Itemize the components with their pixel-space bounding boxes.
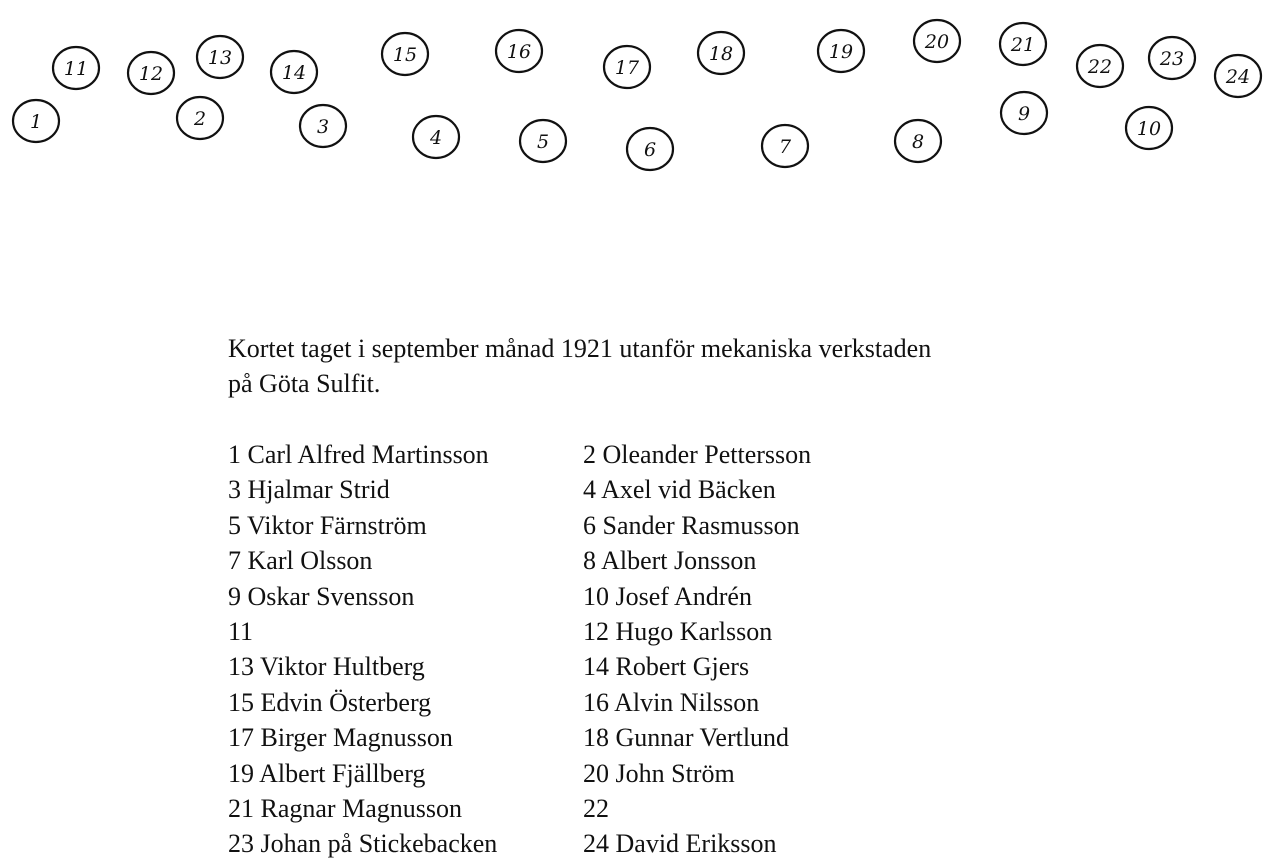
position-marker-18 xyxy=(698,32,744,74)
position-marker-14 xyxy=(271,51,317,93)
roster-entry: 17 Birger Magnusson xyxy=(228,723,453,753)
svg-text:18: 18 xyxy=(708,43,734,65)
position-marker-17 xyxy=(604,46,650,88)
svg-text:2: 2 xyxy=(193,108,207,130)
roster-entry: 4 Axel vid Bäcken xyxy=(583,475,776,505)
roster-entry: 3 Hjalmar Strid xyxy=(228,475,390,505)
position-marker-8 xyxy=(895,120,941,162)
photo-position-key xyxy=(0,0,1279,200)
roster-entry: 10 Josef Andrén xyxy=(583,581,752,611)
roster-entry: 5 Viktor Färnström xyxy=(228,510,427,540)
svg-text:3: 3 xyxy=(316,116,330,138)
svg-text:7: 7 xyxy=(778,136,792,158)
roster-entry: 18 Gunnar Vertlund xyxy=(583,723,790,753)
position-marker-4 xyxy=(413,116,459,158)
position-marker-7 xyxy=(762,125,808,167)
position-marker-5 xyxy=(520,120,566,162)
name-roster xyxy=(228,437,883,862)
position-marker-2 xyxy=(177,97,223,139)
roster-entry: 13 Viktor Hultberg xyxy=(228,652,425,682)
caption xyxy=(228,331,1128,401)
position-marker-21 xyxy=(1000,23,1046,65)
svg-text:19: 19 xyxy=(828,41,854,63)
position-marker-20 xyxy=(914,20,960,62)
roster-entry: 12 Hugo Karlsson xyxy=(583,617,773,647)
position-marker-9 xyxy=(1001,92,1047,134)
roster-entry: 2 Oleander Pettersson xyxy=(583,440,812,469)
svg-text:4: 4 xyxy=(429,127,443,149)
svg-text:15: 15 xyxy=(392,44,418,66)
svg-text:20: 20 xyxy=(924,31,950,53)
roster-entry: 11 xyxy=(228,617,254,647)
position-marker-12 xyxy=(128,52,174,94)
position-marker-10 xyxy=(1126,107,1172,149)
roster-entry: 16 Alvin Nilsson xyxy=(583,687,760,717)
roster-entry: 8 Albert Jonsson xyxy=(583,546,757,576)
svg-text:9: 9 xyxy=(1017,103,1031,125)
roster-entry: 1 Carl Alfred Martinsson xyxy=(228,440,489,469)
svg-text:6: 6 xyxy=(643,139,657,161)
roster-entry: 7 Karl Olsson xyxy=(228,546,373,576)
position-marker-15 xyxy=(382,33,428,75)
svg-text:16: 16 xyxy=(506,41,532,63)
caption-line-1: Kortet taget i september månad 1921 utanför mekaniska verkstaden xyxy=(228,334,932,363)
position-marker-1 xyxy=(13,100,59,142)
svg-text:14: 14 xyxy=(281,62,307,84)
position-marker-19 xyxy=(818,30,864,72)
position-marker-11 xyxy=(53,47,99,89)
position-marker-16 xyxy=(496,30,542,72)
svg-text:22: 22 xyxy=(1087,56,1113,78)
position-marker-23 xyxy=(1149,37,1195,79)
caption-line-2: på Göta Sulfit. xyxy=(228,369,381,398)
svg-text:1: 1 xyxy=(29,111,43,133)
roster-entry: 23 Johan på Stickebacken xyxy=(228,829,498,859)
roster-entry: 6 Sander Rasmusson xyxy=(583,510,800,540)
position-marker-24 xyxy=(1215,55,1261,97)
roster-entry: 19 Albert Fjällberg xyxy=(228,758,426,788)
svg-text:8: 8 xyxy=(911,131,925,153)
roster-entry: 21 Ragnar Magnusson xyxy=(228,794,462,824)
roster-entry: 22 xyxy=(583,794,609,824)
roster-entry: 15 Edvin Österberg xyxy=(228,687,432,717)
svg-text:11: 11 xyxy=(63,58,89,80)
svg-text:5: 5 xyxy=(536,131,550,153)
position-marker-22 xyxy=(1077,45,1123,87)
svg-text:23: 23 xyxy=(1159,48,1185,70)
svg-text:24: 24 xyxy=(1225,66,1251,88)
position-marker-6 xyxy=(627,128,673,170)
svg-text:17: 17 xyxy=(614,57,640,79)
roster-entry: 24 David Eriksson xyxy=(583,829,777,859)
roster-entry: 9 Oskar Svensson xyxy=(228,581,415,611)
roster-entry: 14 Robert Gjers xyxy=(583,652,750,682)
roster-entry: 20 John Ström xyxy=(583,758,735,788)
svg-text:21: 21 xyxy=(1010,34,1036,56)
svg-text:12: 12 xyxy=(138,63,164,85)
position-marker-13 xyxy=(197,36,243,78)
svg-text:10: 10 xyxy=(1136,118,1162,140)
position-marker-3 xyxy=(300,105,346,147)
svg-text:13: 13 xyxy=(207,47,233,69)
